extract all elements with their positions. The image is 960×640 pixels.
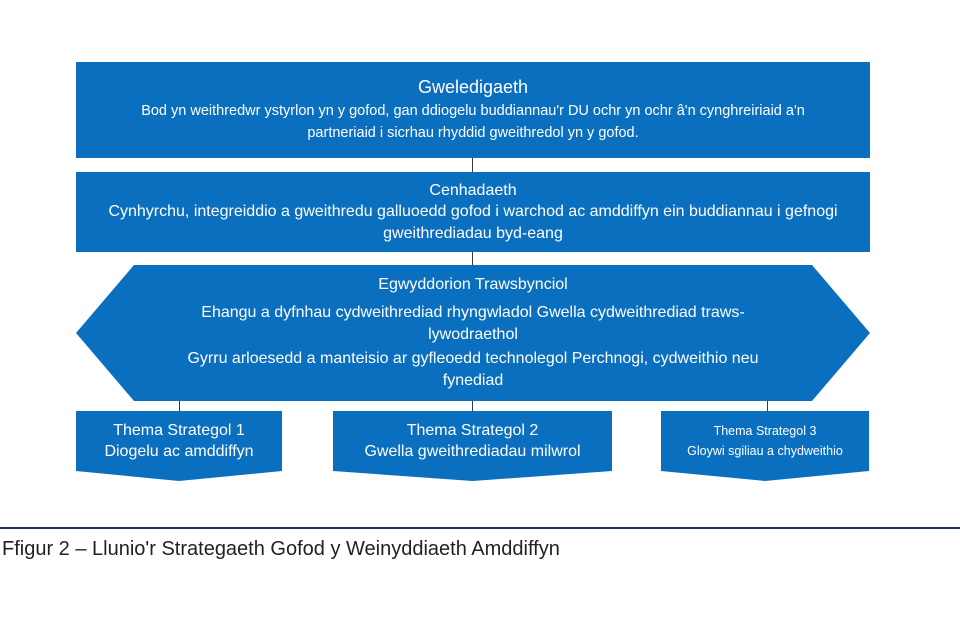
principles-title: Egwyddorion Trawsbynciol	[378, 276, 568, 293]
vision-box	[76, 62, 870, 158]
connector-vision-mission	[472, 158, 473, 172]
mission-title: Cenhadaeth	[429, 181, 517, 199]
theme-3-chevron	[661, 411, 869, 483]
principles-line-2: Gyrru arloesedd a manteisio ar gyfleoedd technolegol Perchnogi, cydweithio neu fynediad	[187, 350, 759, 389]
vision-text: Bod yn weithredwr ystyrlon yn y gofod, gan ddiogelu buddiannau'r DU ochr yn ochr â'n cynghreiriaid a'n partneriaid i sicrhau rhyddid gweithredol yn y gofod.	[141, 102, 805, 141]
vision-title: Gweledigaeth	[417, 76, 529, 97]
mission-box	[76, 172, 870, 252]
theme-1-chevron	[76, 411, 282, 483]
theme-1-title: Thema Strategol 1	[113, 422, 245, 439]
theme-2-text: Gwella gweithrediadau milwrol	[364, 443, 581, 460]
theme-1-text: Diogelu ac amddiffyn	[104, 443, 254, 460]
theme-2-chevron	[333, 411, 612, 483]
connector-mission-principles	[472, 252, 473, 266]
caption-divider	[0, 527, 960, 529]
figure-caption: Ffigur 2 – Llunio'r Strategaeth Gofod y Weinyddiaeth Amddiffyn	[2, 538, 560, 560]
theme-2-title: Thema Strategol 2	[406, 422, 539, 439]
theme-3-text: Gloywi sgiliau a chydweithio	[687, 444, 843, 458]
theme-3-title: Thema Strategol 3	[713, 424, 817, 438]
principles-line-1: Ehangu a dyfnhau cydweithrediad rhyngwladol Gwella cydweithrediad traws-lywodraethol	[201, 304, 745, 343]
mission-text: Cynhyrchu, integreiddio a gweithredu galluoedd gofod i warchod ac amddiffyn ein buddiannau i gefnogi gweithrediadau byd-eang	[108, 202, 838, 242]
principles-hexagon	[76, 265, 870, 401]
